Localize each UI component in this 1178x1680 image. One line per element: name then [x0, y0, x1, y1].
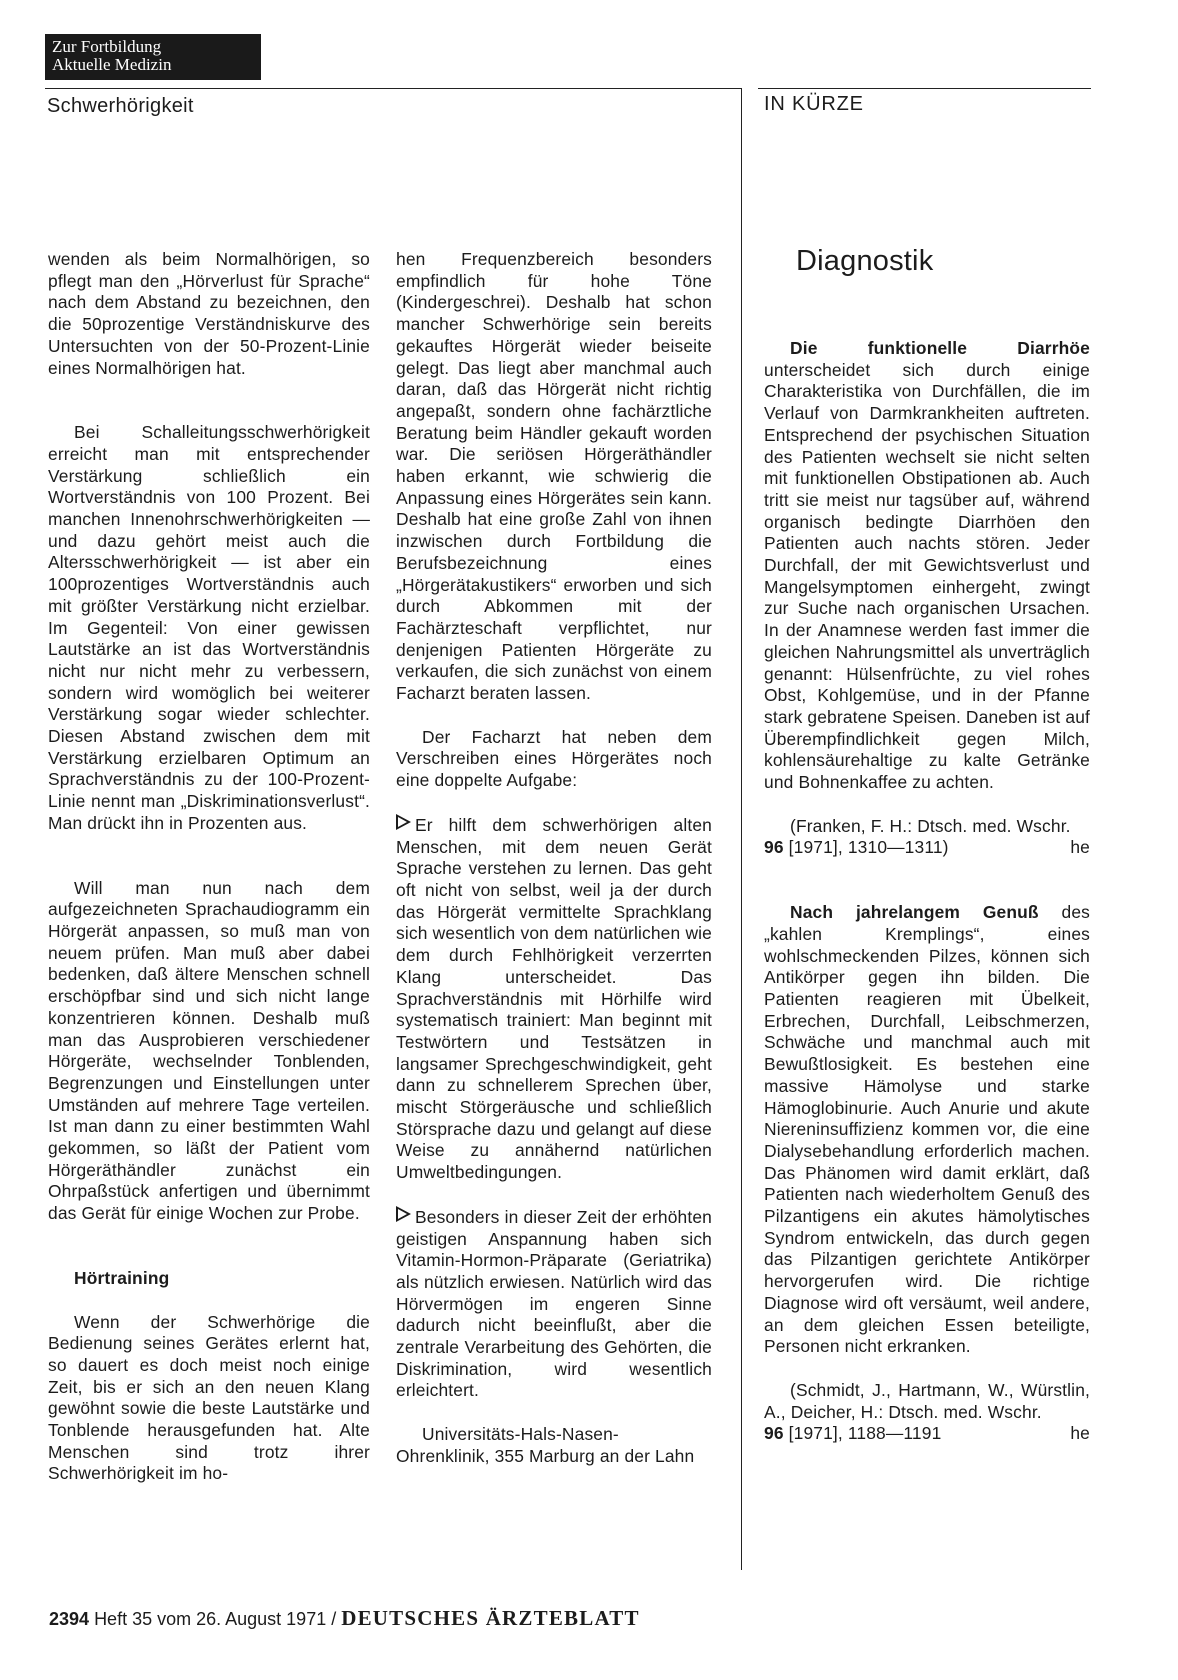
brief-item — [764, 338, 1090, 794]
citation-volume: 96 — [764, 1423, 784, 1444]
header-rule-right — [758, 88, 1091, 89]
paragraph: Wenn der Schwerhörige die Bedienung seines Gerätes erlernt hat, so dauert es doch meist noch einige Zeit, bis er sich an den neuen Klang gewöhnt sowie die beste Lautstärke und Tonblende herausgefunden hat. Alte Menschen sind trotz ihrer Schwerhörigkeit im ho- — [48, 1311, 370, 1484]
address-line-1: Universitäts-Hals-Nasen-Ohrenklinik, — [396, 1424, 619, 1466]
article-column-1 — [48, 249, 370, 1485]
citation-line-2: 96 [1971], 1188—1191 he — [764, 1423, 1090, 1444]
header-badge — [45, 34, 261, 80]
bullet-text: Er hilft dem schwerhörigen alten Menschen, mit dem neuen Gerät Sprache verstehen zu lernen. Das geht oft nicht von selbst, weil ja der durch das Hörgerät vermittelte Sprachklang sich wesentlich von dem natürlichen wie dem durch Fehlhörigkeit verzerrten Klang unterscheidet. Das Sprachverständnis mit Hörhilfe wird systematisch trainiert: Man beginnt mit Testwörtern und Testsätzen in langsamer Sprechgeschwindigkeit, geht dann zu schnellerem Sprechen über, mischt Störgeräusche und schließlich Störsprache dazu und gelangt auf diese Weise zu annähernd natürlichen Umweltbedingungen. — [396, 814, 712, 1183]
triangle-bullet-icon — [396, 1206, 411, 1222]
brief-text: des „kahlen Kremplings“, eines wohlschmeckenden Pilzes, können sich Antikörper gegen ihn bilden. Die Patienten reagieren mit Übelkeit, Erbrechen, Durchfall, Leibschmerzen, Schwäche und manchmal auch mit Bewußtlosigkeit. Es bestehen eine massive Hämolyse und starke Hämoglobinurie. Auch Anurie und akute Niereninsuffizienz kommen vor, die eine Dialysebehandlung erforderlich machen. Das Phänomen wird damit erklärt, daß Patienten nach wiederholtem Genuß des Pilzantigens ein akutes hämolytisches Syndrom entwickeln, das durch gegen das Pilzantigen gerichtete Antikörper hervorgerufen wird. Die richtige Diagnose wird oft versäumt, weil andere, an dem gleichen Essen beteiligte, Personen nicht erkranken. — [764, 902, 1091, 1357]
paragraph: Der Facharzt hat neben dem Verschreiben eines Hörgerätes noch eine doppelte Aufgabe: — [396, 726, 712, 791]
citation — [764, 1380, 1090, 1445]
citation — [764, 816, 1090, 859]
citation-line-2: 96 [1971], 1310—1311) he — [764, 837, 1090, 858]
brief-item — [764, 902, 1090, 1358]
article-column-2 — [396, 249, 712, 1468]
subheading: Hörtraining — [74, 1267, 170, 1288]
author-address — [396, 1424, 712, 1467]
kicker-label: IN KÜRZE — [764, 93, 864, 115]
citation-initials: he — [1070, 837, 1090, 858]
brief-lead: Nach jahrelangem Genuß — [790, 902, 1039, 923]
bullet-paragraph — [396, 814, 712, 1184]
brief-text: unterscheidet sich durch einige Charakteristika von Durchfällen, die im Verlauf von Darmkrankheiten auftreten. Entsprechend der psychischen Situation des Patienten wechselt sie nicht selten mit funktionellen Obstipationen ab. Auch tritt sie meist nur tagsüber auf, während organisch bedingte Diarrhöen den Patienten auch nachts stören. Jeder Durchfall, der mit Gewichtsverlust und Mangelsymptomen einhergeht, zwingt zur Suche nach organischen Ursachen. In der Anamnese werden fast immer die gleichen Nahrungsmittel als unverträglich genannt: Hülsenfrüchte, zu viel rohes Obst, Kohlgemüse, und in der Pfanne stark gebratene Speisen. Daneben ist auf Überempfindlichkeit gegen Milch, kohlensäurehaltige zu kalte Getränke und Bohnenkaffee zu achten. — [764, 359, 1091, 793]
badge-line-2: Aktuelle Medizin — [52, 55, 172, 74]
brief-lead: Die funktionelle Diarrhöe — [790, 338, 1090, 358]
address-line-2: 355 Marburg an der Lahn — [494, 1445, 695, 1466]
badge-line-1: Zur Fortbildung — [52, 37, 162, 56]
header-rule-left — [45, 88, 741, 89]
bullet-paragraph — [396, 1206, 712, 1402]
paragraph: hen Frequenzbereich besonders empfindlich für hohe Töne (Kindergeschrei). Deshalb hat schon mancher Schwerhörige sein bereits gekauftes Hörgerät wieder beiseite gelegt. Das liegt aber manchmal auch daran, daß das Hörgerät nicht richtig angepaßt, sondern ohne fachärztliche Beratung beim Händler gekauft worden war. Die seriösen Hörgeräthändler haben erkannt, wie schwierig die Anpassung eines Hörgerätes sein kann. Deshalb hat eine große Zahl von ihnen inzwischen durch Fortbildung die Berufsbezeichnung eines „Hörgerätakustikers“ erworben und sich durch Abkommen mit der Fachärzteschaft verpflichtet, nur denjenigen Patienten Hörgeräte zu verkaufen, die sich zunächst von einem Facharzt beraten lassen. — [396, 249, 712, 704]
infobox-column — [764, 338, 1090, 1445]
issue-info: Heft 35 vom 26. August 1971 / — [94, 1609, 337, 1629]
magazine-name: DEUTSCHES ÄRZTEBLATT — [341, 1606, 640, 1630]
paragraph: Bei Schalleitungsschwerhörigkeit erreicht man mit entsprechender Verstärkung schließlich ein Wortverständnis von 100 Prozent. Bei manchen Innenohrschwerhörigkeiten — und dazu gehört meist auch die Altersschwerhörigkeit — ist aber ein 100prozentiges Wortverständnis auch mit größter Verstärkung nicht erzielbar. Im Gegenteil: Von einer gewissen Lautstärke an ist das Wortverständnis nicht nur nicht mehr zu verbessern, sondern wird womöglich bei weiterer Verstärkung sogar wieder schlechter. Diesen Abstand zwischen dem mit Verstärkung erzielbaren Optimum an Sprachverständnis zu der 100-Prozent-Linie nennt man „Diskriminationsverlust“. Man drückt ihn in Prozenten aus. — [48, 422, 370, 833]
bullet-text: Besonders in dieser Zeit der erhöhten geistigen Anspannung haben sich Vitamin-Hormon-Präparate (Geriatrika) als nützlich erwiesen. Natürlich wird das Hörvermögen im engeren Sinne dadurch nicht beeinflußt, aber die zentrale Verarbeitung des Gehörten, die Diskrimination, wird wesentlich erleichtert. — [396, 1206, 712, 1401]
page-footer — [49, 1606, 640, 1631]
citation-initials: he — [1070, 1423, 1090, 1444]
section-title: Schwerhörigkeit — [47, 95, 194, 117]
page-number: 2394 — [49, 1609, 90, 1629]
citation-line-1: (Franken, F. H.: Dtsch. med. Wschr. — [790, 815, 1071, 836]
paragraph: wenden als beim Normalhörigen, so pflegt man den „Hörverlust für Sprache“ nach dem Abstand zu bezeichnen, den die 50prozentige Verständniskurve des Untersuchten von der 50-Prozent-Linie eines Normalhörigen hat. — [48, 249, 370, 378]
column-divider — [741, 88, 742, 1570]
triangle-bullet-icon — [396, 814, 411, 830]
infobox-title: Diagnostik — [796, 245, 934, 277]
citation-line-1: (Schmidt, J., Hartmann, W., Würstlin, A., Deicher, H.: Dtsch. med. Wschr. — [764, 1379, 1090, 1422]
paragraph: Will man nun nach dem aufgezeichneten Sprachaudiogramm ein Hörgerät anpassen, so muß man von neuem prüfen. Man muß aber dabei bedenken, daß ältere Menschen schnell erschöpfbar sind und sich nicht lange konzentrieren können. Deshalb muß man das Ausprobieren verschiedener Hörgeräte, wechselnder Tonblenden, Begrenzungen und Einstellungen unter Umständen auf mehrere Tage verteilen. Ist man dann zu einer bestimmten Wahl gekommen, so läßt der Patient vom Hörgeräthändler zunächst ein Ohrpaßstück anfertigen und übernimmt das Gerät für einige Wochen zur Probe. — [48, 877, 370, 1224]
citation-volume: 96 — [764, 837, 784, 858]
